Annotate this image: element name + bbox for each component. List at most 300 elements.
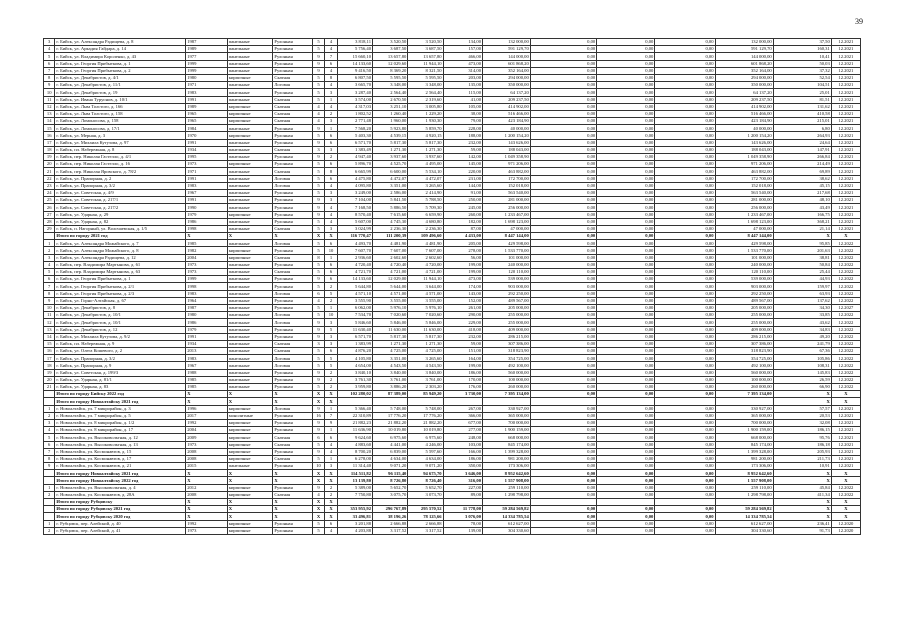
table-cell: панельные bbox=[227, 297, 273, 304]
table-row bbox=[44, 254, 861, 261]
table-cell: 1973 bbox=[186, 269, 228, 276]
table-cell: 21 bbox=[44, 168, 55, 175]
table-cell: 166,75 bbox=[773, 211, 831, 218]
table-cell: Рулонная bbox=[273, 46, 312, 53]
table-cell: г. Новоалтайск, ул. Высоковольтная, д. 12 bbox=[55, 434, 186, 441]
table-cell: 2 666,88 bbox=[408, 520, 443, 527]
table-cell: 0,00 bbox=[530, 348, 596, 355]
table-cell: 1 271,30 bbox=[373, 146, 408, 153]
table-cell: 10 bbox=[325, 247, 337, 254]
table-cell: 255 000,00 bbox=[715, 312, 773, 319]
table-cell: 12.2022 bbox=[831, 326, 860, 333]
table-cell: 9 bbox=[312, 67, 324, 74]
table-cell: кирпичные bbox=[227, 520, 273, 527]
table-cell bbox=[44, 513, 55, 520]
table-cell: 4 571,00 bbox=[408, 290, 443, 297]
table-cell: 612 627,00 bbox=[715, 520, 773, 527]
table-cell: 1970 bbox=[186, 132, 228, 139]
table-cell: 13 657,80 bbox=[408, 53, 443, 60]
table-cell: Скатная bbox=[273, 434, 312, 441]
table-cell: 201,63 bbox=[773, 247, 831, 254]
table-cell: кирпичные bbox=[227, 247, 273, 254]
table-cell: 0,00 bbox=[597, 391, 655, 398]
table-cell: 0,00 bbox=[597, 118, 655, 125]
table-cell: 0,00 bbox=[530, 276, 596, 283]
table-cell: 286 215,00 bbox=[483, 333, 531, 340]
table-cell: 215,01 bbox=[773, 118, 831, 125]
table-cell: Итого по городу 2021 год bbox=[55, 233, 186, 240]
table-cell: 1982 bbox=[186, 247, 228, 254]
table-cell: 4 481,90 bbox=[373, 240, 408, 247]
housing-repair-table bbox=[43, 38, 861, 535]
table-cell: 64 137,20 bbox=[483, 89, 531, 96]
table-cell: 0,00 bbox=[655, 168, 715, 175]
table-cell: 2009 bbox=[186, 434, 228, 441]
table-cell: Рулонная bbox=[273, 139, 312, 146]
table-cell: г. Бийск, ул. Георгия Прибыткова, д. 2/1 bbox=[55, 283, 186, 290]
table-cell bbox=[655, 499, 715, 506]
table-cell: X bbox=[325, 506, 337, 513]
table-cell: Скатная bbox=[273, 491, 312, 498]
table-cell: 0,00 bbox=[655, 276, 715, 283]
table-cell: 12.2021 bbox=[831, 74, 860, 81]
table-cell: панельные bbox=[227, 283, 273, 290]
table-cell: 0,00 bbox=[655, 520, 715, 527]
table-row bbox=[44, 283, 861, 290]
table-cell: 232,00 bbox=[443, 333, 482, 340]
table-cell: Рулонная bbox=[273, 53, 312, 60]
table-cell: 0,00 bbox=[597, 369, 655, 376]
table-cell: 4 680,80 bbox=[408, 218, 443, 225]
table-cell: 9 624,60 bbox=[337, 434, 372, 441]
table-cell: 3 bbox=[312, 146, 324, 153]
table-cell: 3 840,00 bbox=[408, 369, 443, 376]
table-cell: 0,00 bbox=[597, 290, 655, 297]
table-cell: 2 bbox=[325, 491, 337, 498]
table-cell bbox=[44, 506, 55, 513]
table-cell: 145,00 bbox=[443, 161, 482, 168]
table-cell: 1 bbox=[325, 304, 337, 311]
table-row bbox=[44, 441, 861, 448]
table-cell: 7 395 134,00 bbox=[715, 391, 773, 398]
table-cell: 0,00 bbox=[597, 491, 655, 498]
table-cell: 100 000,00 bbox=[483, 376, 531, 383]
table-cell: 365 000,00 bbox=[715, 412, 773, 419]
table-cell: г. Бийск, ул. Декабристов, д. 12 bbox=[55, 326, 186, 333]
table-cell: панельные bbox=[227, 276, 273, 283]
table-cell: г. Новоалтайск, ул. Космонавтов, д. 21 bbox=[55, 463, 186, 470]
table-cell: г. Бийск, ул. Советская, д. 217/1 bbox=[55, 197, 186, 204]
table-cell: 0,00 bbox=[530, 125, 596, 132]
table-cell: 33 496,81 bbox=[337, 513, 372, 520]
table-cell: 3 351,00 bbox=[373, 182, 408, 189]
table-row bbox=[44, 175, 861, 182]
table-cell: г. Бийск, ул. Льва Толстого, д. 158 bbox=[55, 110, 186, 117]
table-cell: 3 646,00 bbox=[443, 470, 482, 477]
table-cell: 19 bbox=[44, 154, 55, 161]
table-total-row bbox=[44, 233, 861, 240]
table-cell: 91,00 bbox=[443, 189, 482, 196]
table-cell: г. Бийск, ул. Декабристов, д. 8 bbox=[55, 304, 186, 311]
table-cell: 3 265,60 bbox=[408, 182, 443, 189]
table-cell: 186,00 bbox=[443, 455, 482, 462]
table-cell: 22 310,89 bbox=[337, 412, 372, 419]
table-cell: 0,00 bbox=[530, 455, 596, 462]
table-cell: 1973 bbox=[186, 441, 228, 448]
table-cell: 1 229,20 bbox=[408, 110, 443, 117]
table-cell: 5 bbox=[312, 362, 324, 369]
table-cell: 5 748,00 bbox=[408, 405, 443, 412]
table-cell: 2 319,60 bbox=[408, 96, 443, 103]
table-cell: 2 bbox=[325, 384, 337, 391]
table-cell bbox=[408, 398, 443, 405]
table-cell: 1967 bbox=[186, 189, 228, 196]
table-cell: 3 937,60 bbox=[373, 154, 408, 161]
table-cell: 59 284 569,82 bbox=[715, 506, 773, 513]
table-cell: 47 000,00 bbox=[715, 225, 773, 232]
table-cell: 16 bbox=[44, 348, 55, 355]
table-row bbox=[44, 340, 861, 347]
table-cell: 903 000,00 bbox=[483, 283, 531, 290]
table-cell: 12.2021 bbox=[831, 60, 860, 67]
table-cell: 0,00 bbox=[597, 233, 655, 240]
table-cell: 4 bbox=[312, 118, 324, 125]
table-cell: 0,00 bbox=[530, 197, 596, 204]
table-cell: 0,00 bbox=[655, 240, 715, 247]
table-cell: 12.2022 bbox=[831, 484, 860, 491]
table-cell: 0,00 bbox=[597, 225, 655, 232]
table-cell: 25 bbox=[44, 197, 55, 204]
table-cell: 8 369,20 bbox=[373, 67, 408, 74]
table-cell: 43,49 bbox=[773, 204, 831, 211]
table-cell: X bbox=[273, 506, 312, 513]
table-cell: 0,00 bbox=[597, 103, 655, 110]
table-cell: 539 000,00 bbox=[715, 276, 773, 283]
table-cell: 601 868,20 bbox=[715, 60, 773, 67]
table-cell: 12.2022 bbox=[831, 261, 860, 268]
table-cell: 0,00 bbox=[530, 269, 596, 276]
table-cell: 0,00 bbox=[530, 247, 596, 254]
table-cell: 12.2021 bbox=[831, 441, 860, 448]
table-cell: г. Бийск, п. Нагорный, ул. Волочаевская, д. 1/5 bbox=[55, 225, 186, 232]
table-cell: 260,00 bbox=[443, 211, 482, 218]
table-cell: 44,93 bbox=[773, 276, 831, 283]
table-row bbox=[44, 211, 861, 218]
table-cell: 5 bbox=[312, 247, 324, 254]
table-cell: 5 748,00 bbox=[373, 405, 408, 412]
table-cell: 7 568,20 bbox=[337, 125, 372, 132]
table-cell: 0,00 bbox=[597, 39, 655, 46]
table-cell: 12.2021 bbox=[831, 82, 860, 89]
table-cell: 10 bbox=[325, 312, 337, 319]
table-cell: 0,00 bbox=[655, 125, 715, 132]
table-cell bbox=[443, 398, 482, 405]
table-row bbox=[44, 261, 861, 268]
table-cell: 9 bbox=[312, 154, 324, 161]
table-cell: панельные bbox=[227, 197, 273, 204]
table-cell bbox=[715, 398, 773, 405]
table-cell: 25,44 bbox=[773, 269, 831, 276]
table-cell: 4 721,00 bbox=[373, 269, 408, 276]
table-cell: 5 886,50 bbox=[373, 204, 408, 211]
table-cell: 0,00 bbox=[530, 340, 596, 347]
table-cell: 2 bbox=[325, 369, 337, 376]
table-cell: 14 bbox=[44, 118, 55, 125]
table-cell: 5 846,00 bbox=[373, 319, 408, 326]
table-cell: Логовая bbox=[273, 175, 312, 182]
table-cell: 0,00 bbox=[530, 304, 596, 311]
table-cell: 0,00 bbox=[597, 513, 655, 520]
table-row bbox=[44, 304, 861, 311]
table-cell: 3 bbox=[312, 340, 324, 347]
table-cell: 12.2021 bbox=[831, 225, 860, 232]
table-cell: 172 700,00 bbox=[715, 175, 773, 182]
table-cell: 0,00 bbox=[530, 477, 596, 484]
table-cell: 0,00 bbox=[655, 154, 715, 161]
table-cell: 101 000,00 bbox=[483, 254, 531, 261]
table-cell: 7 bbox=[44, 67, 55, 74]
table-cell: 0,00 bbox=[655, 67, 715, 74]
table-cell: 2008 bbox=[186, 455, 228, 462]
table-cell: 1999 bbox=[186, 60, 228, 67]
table-cell: г. Бийск, ул. Декабристов, д. 19 bbox=[55, 89, 186, 96]
document-sheet bbox=[43, 38, 861, 535]
table-cell: 350 000,00 bbox=[715, 82, 773, 89]
table-cell: панельные bbox=[227, 175, 273, 182]
table-cell: 971 206,00 bbox=[483, 161, 531, 168]
table-row bbox=[44, 448, 861, 455]
table-cell: Рулонная bbox=[273, 261, 312, 268]
table-cell: 1990 bbox=[186, 204, 228, 211]
table-cell: 7 395 134,00 bbox=[483, 391, 531, 398]
table-cell: 0,00 bbox=[597, 297, 655, 304]
table-cell: 0,00 bbox=[530, 211, 596, 218]
table-cell: 227,00 bbox=[443, 484, 482, 491]
table-cell: 16 bbox=[312, 412, 324, 419]
table-cell: 182,00 bbox=[443, 218, 482, 225]
table-row bbox=[44, 168, 861, 175]
table-cell bbox=[530, 499, 596, 506]
table-cell: г. Бийск, ул. Ломоносова, д. 158 bbox=[55, 118, 186, 125]
table-cell: Итого по городу Рубцовску bbox=[55, 499, 186, 506]
table-cell: 5 403,30 bbox=[337, 132, 372, 139]
table-cell: 5 bbox=[312, 182, 324, 189]
table-cell: г. Бийск, ул. Александра Радищева, д. 8 bbox=[55, 39, 186, 46]
table-row bbox=[44, 139, 861, 146]
table-cell: 2015 bbox=[186, 463, 228, 470]
table-cell: 0,00 bbox=[655, 419, 715, 426]
table-cell: X bbox=[186, 477, 228, 484]
table-cell: 489 567,00 bbox=[715, 297, 773, 304]
table-cell: 176,00 bbox=[443, 384, 482, 391]
table-cell: 292 250,00 bbox=[483, 290, 531, 297]
table-cell: 601 868,20 bbox=[483, 60, 531, 67]
table-cell: 5 bbox=[312, 283, 324, 290]
table-cell: 0,00 bbox=[530, 53, 596, 60]
table-cell: 12.2021 bbox=[831, 67, 860, 74]
table-cell: 0,00 bbox=[597, 60, 655, 67]
table-cell: 3 555,90 bbox=[337, 297, 372, 304]
table-cell: 4 920,15 bbox=[408, 132, 443, 139]
table-cell: 24 bbox=[44, 189, 55, 196]
table-cell: 186,18 bbox=[773, 441, 831, 448]
table-cell: 0,00 bbox=[655, 391, 715, 398]
table-cell: 12.2022 bbox=[831, 355, 860, 362]
table-cell: 423 184,90 bbox=[483, 118, 531, 125]
table-cell: кирпичные bbox=[227, 427, 273, 434]
table-cell: 0,00 bbox=[597, 175, 655, 182]
table-cell: г. Бийск, ул. Георгия Прибыткова, д. 2/3 bbox=[55, 290, 186, 297]
table-row bbox=[44, 118, 861, 125]
table-cell: 7 bbox=[44, 283, 55, 290]
table-total-row bbox=[44, 477, 861, 484]
table-cell: 1 930,30 bbox=[408, 118, 443, 125]
table-cell: 0,00 bbox=[530, 384, 596, 391]
table-cell: 120 110,00 bbox=[715, 269, 773, 276]
table-cell: X bbox=[325, 233, 337, 240]
table-cell: 3 bbox=[44, 39, 55, 46]
table-cell: г. Бийск, ул. Декабристов, д. 10/1 bbox=[55, 319, 186, 326]
table-cell: 12.2022 bbox=[831, 240, 860, 247]
table-cell: X bbox=[273, 499, 312, 506]
table-cell: 152 018,00 bbox=[483, 182, 531, 189]
table-cell: X bbox=[273, 391, 312, 398]
table-cell: 1 bbox=[325, 455, 337, 462]
table-cell: 255 000,00 bbox=[483, 312, 531, 319]
table-cell: 1983 bbox=[186, 89, 228, 96]
table-cell: 3 201,88 bbox=[337, 520, 372, 527]
table-cell: панельные bbox=[227, 182, 273, 189]
table-cell: 0,00 bbox=[530, 419, 596, 426]
table-cell: 1 298 798,00 bbox=[483, 491, 531, 498]
table-cell: X bbox=[773, 391, 831, 398]
table-cell: 17 bbox=[44, 139, 55, 146]
table-cell: 1 049 358,90 bbox=[483, 154, 531, 161]
table-cell: г. Бийск, пер. Николая Гастелло, д. 4/1 bbox=[55, 154, 186, 161]
table-cell: 3 348,00 bbox=[408, 82, 443, 89]
table-cell: 173 306,00 bbox=[715, 463, 773, 470]
table-cell: 5 817,30 bbox=[408, 139, 443, 146]
table-cell: 1991 bbox=[186, 333, 228, 340]
table-cell: X bbox=[773, 513, 831, 520]
table-cell: г. Бийск, ул. Советская, д. 4/9 bbox=[55, 189, 186, 196]
table-cell: 0,00 bbox=[655, 118, 715, 125]
table-cell: 6 665,99 bbox=[337, 168, 372, 175]
table-cell: 21 bbox=[44, 384, 55, 391]
table-cell: 292 250,00 bbox=[715, 290, 773, 297]
table-cell: 45,15 bbox=[773, 182, 831, 189]
table-cell: г. Бийск, пер. Владимира Мартынова, д. 63 bbox=[55, 269, 186, 276]
table-cell: 2017 bbox=[186, 412, 228, 419]
table-cell: 7 607,00 bbox=[373, 247, 408, 254]
table-cell: 6 bbox=[312, 290, 324, 297]
table-cell: 0,00 bbox=[597, 82, 655, 89]
table-row bbox=[44, 189, 861, 196]
table-cell: 89,00 bbox=[443, 491, 482, 498]
table-cell: 12.2022 bbox=[831, 369, 860, 376]
table-cell: 3 937,60 bbox=[408, 154, 443, 161]
table-cell: 91,73 bbox=[773, 527, 831, 534]
table-cell: 10 bbox=[44, 304, 55, 311]
table-cell: 0,00 bbox=[530, 46, 596, 53]
table-cell: 12.2022 bbox=[831, 384, 860, 391]
table-cell: Скатная bbox=[273, 146, 312, 153]
table-cell: 164,00 bbox=[443, 355, 482, 362]
table-cell: 12.2021 bbox=[831, 103, 860, 110]
table-cell: 4 bbox=[312, 297, 324, 304]
table-cell: 3 555,00 bbox=[373, 297, 408, 304]
table-cell: X bbox=[312, 233, 324, 240]
table-cell: Рулонная bbox=[273, 297, 312, 304]
table-cell: 21 882,20 bbox=[373, 419, 408, 426]
table-cell: 20 bbox=[44, 161, 55, 168]
table-cell: г. Бийск, ул. Георгия Прибыткова, д. 1 bbox=[55, 60, 186, 67]
table-cell: 1 802,52 bbox=[337, 110, 372, 117]
table-cell: 1 533 770,00 bbox=[483, 247, 531, 254]
table-cell: 0,00 bbox=[597, 204, 655, 211]
table-cell: 423 184,90 bbox=[715, 118, 773, 125]
table-cell: 0,00 bbox=[530, 369, 596, 376]
table-cell: Рулонная bbox=[273, 132, 312, 139]
table-cell: 5 923,80 bbox=[373, 125, 408, 132]
table-cell: 236,41 bbox=[773, 520, 831, 527]
table-row bbox=[44, 455, 861, 462]
table-cell: 0,00 bbox=[530, 412, 596, 419]
table-row bbox=[44, 355, 861, 362]
table-cell bbox=[337, 398, 372, 405]
table-cell: 5 bbox=[312, 348, 324, 355]
table-cell: 0,00 bbox=[597, 182, 655, 189]
table-cell: 294 000,00 bbox=[483, 74, 531, 81]
table-cell: 0,00 bbox=[530, 240, 596, 247]
table-cell: 4 317,03 bbox=[337, 103, 372, 110]
table-cell: 0,00 bbox=[530, 146, 596, 153]
table-cell: 1973 bbox=[186, 527, 228, 534]
table-cell: 12.2021 bbox=[831, 39, 860, 46]
table-total-row bbox=[44, 391, 861, 398]
table-cell: 186,15 bbox=[773, 427, 831, 434]
table-cell: 0,00 bbox=[530, 233, 596, 240]
table-cell: X bbox=[186, 233, 228, 240]
table-cell: 0,00 bbox=[530, 484, 596, 491]
table-cell: кирпичные bbox=[227, 448, 273, 455]
table-cell: 5 859,70 bbox=[408, 125, 443, 132]
table-cell: г. Бийск, ул. Михаила Кутузова, д. 97 bbox=[55, 139, 186, 146]
table-cell: 43,62 bbox=[773, 319, 831, 326]
table-cell: панельные bbox=[227, 269, 273, 276]
table-cell: г. Бийск, пер. Николая Гастелло, д. 16 bbox=[55, 161, 186, 168]
table-cell: 255 000,00 bbox=[483, 319, 531, 326]
table-cell: 5 595,50 bbox=[408, 74, 443, 81]
table-cell: панельные bbox=[227, 154, 273, 161]
table-cell: Рулонная bbox=[273, 369, 312, 376]
table-cell: 9 bbox=[44, 297, 55, 304]
table-cell: 12.2021 bbox=[831, 161, 860, 168]
table-cell: Логовая bbox=[273, 182, 312, 189]
table-cell: 12.2021 bbox=[831, 211, 860, 218]
table-cell: 0,00 bbox=[655, 254, 715, 261]
table-cell: кирпичные bbox=[227, 484, 273, 491]
table-cell: 0,00 bbox=[597, 441, 655, 448]
table-cell: 4 bbox=[44, 261, 55, 268]
table-cell: 4 bbox=[325, 46, 337, 53]
table-cell: 0,00 bbox=[530, 261, 596, 268]
table-cell: 6 600,00 bbox=[373, 168, 408, 175]
table-cell: 10 019,80 bbox=[408, 427, 443, 434]
table-cell: 9 bbox=[312, 484, 324, 491]
table-cell: 37,50 bbox=[773, 39, 831, 46]
table-cell: X bbox=[325, 398, 337, 405]
